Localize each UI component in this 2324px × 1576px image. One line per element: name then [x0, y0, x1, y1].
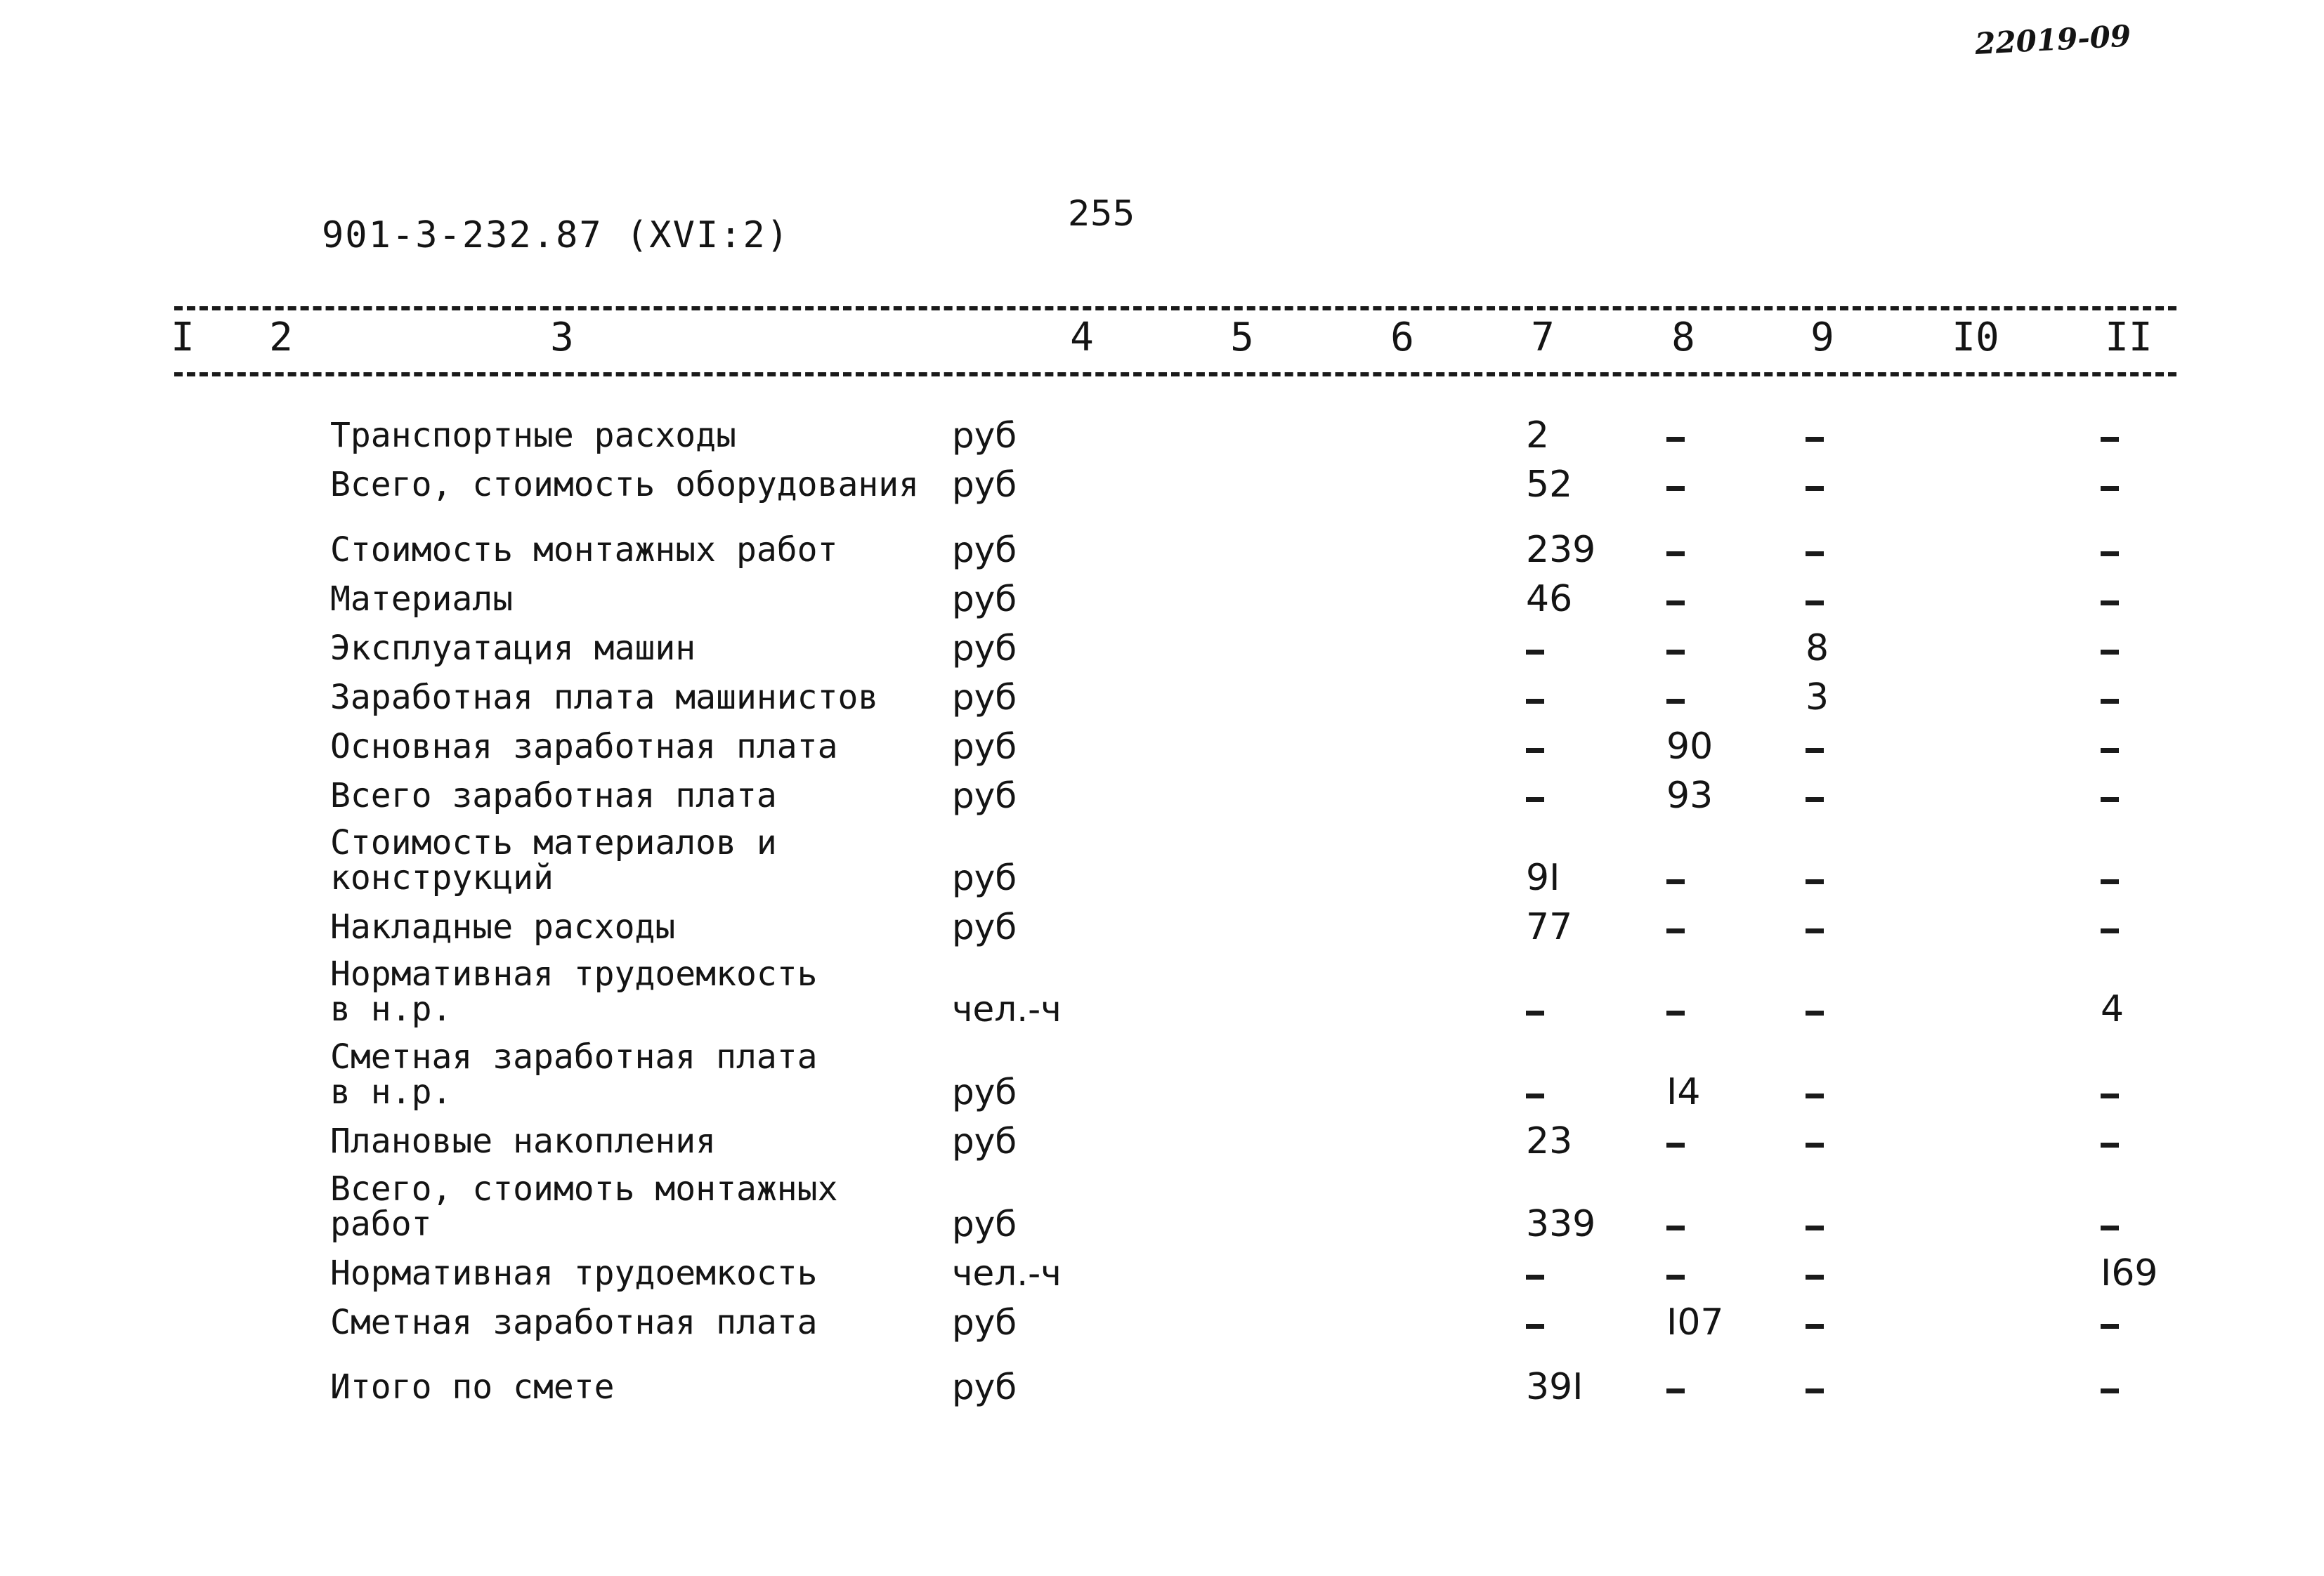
- row-value-col8: 93: [1666, 775, 1713, 817]
- row-name: Нормативная трудоемкость: [330, 1254, 818, 1293]
- row-unit: руб: [952, 579, 1017, 619]
- row-name: Материалы: [330, 579, 514, 619]
- row-name: Основная заработная плата: [330, 727, 838, 766]
- row-name: Всего, стоимоть монтажных работ: [330, 1169, 838, 1244]
- row-name: Всего заработная плата: [330, 776, 777, 815]
- row-value-col7: 46: [1526, 578, 1573, 620]
- column-number: 7: [1531, 315, 1555, 360]
- row-value-col7: 52: [1526, 464, 1573, 506]
- column-number: I: [171, 315, 195, 360]
- column-number: 5: [1230, 315, 1254, 360]
- page-number: 255: [1068, 193, 1135, 234]
- row-unit: чел.-ч: [952, 1253, 1062, 1294]
- empty-value-dash: [2101, 1388, 2119, 1393]
- row-unit: руб: [952, 1302, 1017, 1343]
- row-unit: руб: [952, 415, 1017, 456]
- row-value-col7: 2: [1526, 414, 1550, 457]
- row-value-col11: I69: [2101, 1252, 2158, 1294]
- row-value-col7: 77: [1526, 906, 1573, 948]
- row-value-col9: 8: [1806, 627, 1829, 669]
- empty-value-dash: [1666, 1388, 1685, 1393]
- corner-handwritten-note: 22019-09: [1974, 18, 2132, 61]
- row-name: Всего, стоимость оборудования: [330, 465, 920, 504]
- row-unit: руб: [952, 1367, 1017, 1407]
- row-unit: руб: [952, 628, 1017, 669]
- row-value-col11: 4: [2101, 988, 2124, 1030]
- row-unit: руб: [952, 1204, 1017, 1245]
- row-unit: руб: [952, 907, 1017, 947]
- row-value-col8: 90: [1666, 725, 1713, 768]
- row-value-col8: I07: [1666, 1301, 1724, 1344]
- document-code: 901-3-232.87 (XVI:2): [322, 214, 790, 256]
- row-value-col9: 3: [1806, 676, 1829, 718]
- empty-value-dash: [1806, 1388, 1824, 1393]
- row-unit: руб: [952, 726, 1017, 767]
- row-unit: руб: [952, 775, 1017, 816]
- row-unit: руб: [952, 464, 1017, 505]
- column-number: 3: [550, 315, 574, 360]
- column-number: 9: [1810, 315, 1834, 360]
- row-name: Эксплуатация машин: [330, 629, 696, 668]
- column-number: 4: [1070, 315, 1094, 360]
- row-name: Плановые накопления: [330, 1122, 717, 1161]
- column-number: 2: [269, 315, 293, 360]
- row-unit: руб: [952, 530, 1017, 570]
- row-name: Накладные расходы: [330, 907, 676, 947]
- row-name: Нормативная трудоемкость в н.р.: [330, 954, 818, 1029]
- row-name: Стоимость материалов и конструкций: [330, 823, 777, 898]
- row-unit: руб: [952, 1121, 1017, 1162]
- row-value-col7: 9I: [1526, 857, 1560, 899]
- column-number: I0: [1952, 315, 1999, 360]
- row-unit: руб: [952, 1072, 1017, 1112]
- row-name: Заработная плата машинистов: [330, 678, 879, 717]
- row-name: Сметная заработная плата в н.р.: [330, 1037, 818, 1112]
- row-name: Итого по смете: [330, 1367, 615, 1407]
- row-unit: чел.-ч: [952, 989, 1062, 1030]
- row-name: Сметная заработная плата: [330, 1303, 818, 1342]
- row-value-col7: 239: [1526, 529, 1596, 571]
- row-name: Транспортные расходы: [330, 416, 736, 455]
- column-number: 6: [1390, 315, 1414, 360]
- row-unit: руб: [952, 858, 1017, 898]
- row-value-col7: 339: [1526, 1203, 1596, 1245]
- row-value-col8: I4: [1666, 1071, 1701, 1113]
- row-unit: руб: [952, 677, 1017, 718]
- column-number: II: [2105, 315, 2153, 360]
- row-name: Стоимость монтажных работ: [330, 530, 838, 570]
- row-value-col7: 23: [1526, 1120, 1573, 1162]
- column-number: 8: [1671, 315, 1695, 360]
- row-value-col7: 39I: [1526, 1366, 1584, 1408]
